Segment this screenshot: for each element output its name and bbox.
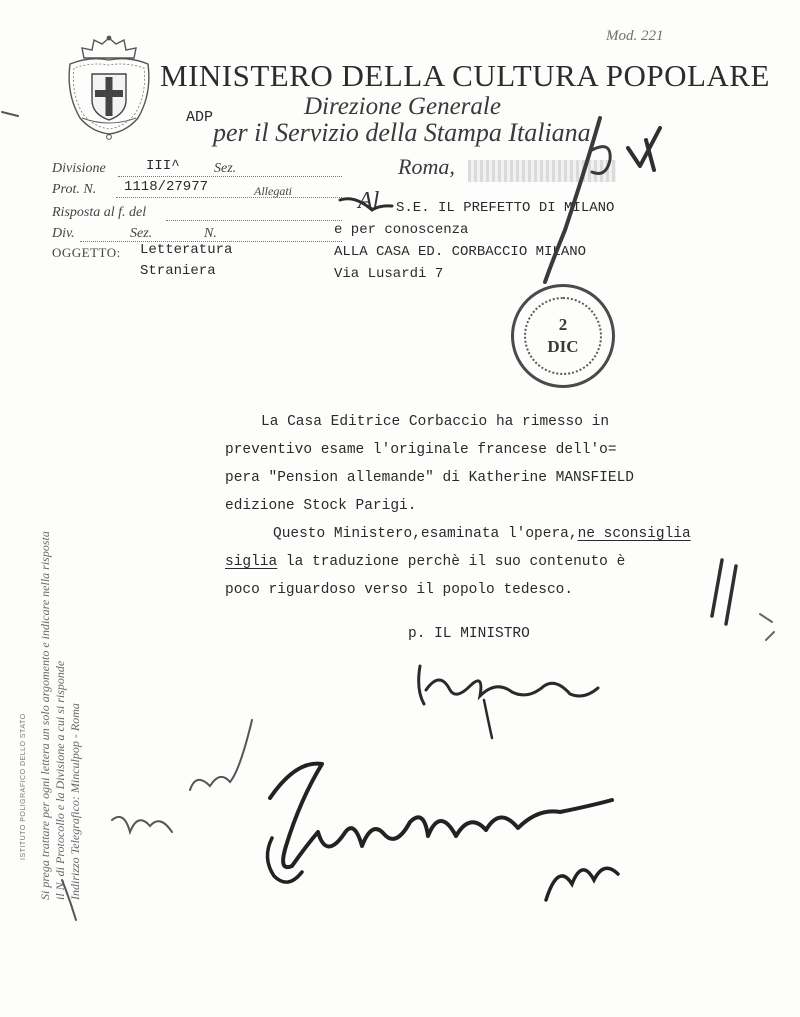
section-label: Sez. [214, 161, 237, 176]
recipient-scribble [340, 199, 392, 210]
body-line-6-underlined: siglia [225, 554, 278, 570]
body-line-6-end: la traduzione perchè il suo contenuto è [277, 554, 626, 570]
closing-scribble [546, 868, 618, 900]
margin-note-line-1: Si prega trattare per ogni lettera un solo argomento e indicare nella risposta [38, 531, 52, 900]
reply-label: Risposta al f. del [52, 205, 147, 220]
margin-double-stroke [712, 560, 736, 624]
protocol-label: Prot. N. [52, 182, 97, 197]
signature-initials [419, 666, 598, 704]
div-label: Div. [52, 226, 75, 241]
margin-note-line-2: il N. di Protocollo e la Divisione a cui si risponde [53, 660, 67, 900]
body-line-3: pera "Pension allemande" di Katherine MANSFIELD [225, 470, 634, 486]
num-label: N. [204, 226, 217, 241]
body-line-5-start: Questo Ministero,esaminata l'opera, [273, 526, 578, 542]
division-label: Divisione [52, 161, 106, 176]
signature-tail [484, 700, 492, 738]
signature-large [270, 764, 612, 868]
subject-line-1: Letteratura [140, 242, 233, 258]
edge-tick-marks [760, 614, 774, 640]
subject-label: OGGETTO: [52, 245, 121, 260]
body-line-7: poco riguardoso verso il popolo tedesco. [225, 582, 574, 598]
ministry-title: MINISTERO DELLA CULTURA POPOLARE [160, 58, 770, 93]
body-line-2: preventivo esame l'originale francese dell'o= [225, 442, 617, 458]
directorate-title: Direzione Generale [304, 93, 501, 120]
adp-mark: ADP [186, 109, 214, 126]
stamp-day: 2 [558, 315, 568, 334]
protocol-value: 1118/27977 [124, 179, 209, 195]
body-line-4: edizione Stock Parigi. [225, 498, 417, 514]
left-margin-tick [2, 112, 18, 116]
recipient-line-4: Via Lusardi 7 [334, 266, 444, 282]
recipient-line-2: e per conoscenza [334, 222, 469, 238]
subject-line-2: Straniera [140, 263, 216, 279]
service-title: per il Servizio della Stampa Italiana [213, 118, 591, 147]
recipient-line-3: ALLA CASA ED. CORBACCIO MILANO [334, 244, 587, 260]
check-mark [628, 128, 660, 170]
division-value: III^ [146, 158, 180, 174]
pencil-loop-mark [592, 147, 610, 174]
signature-label: p. IL MINISTRO [408, 626, 530, 642]
stamp-month: DIC [547, 337, 579, 356]
pencil-note-left [62, 720, 252, 920]
attachments-label: Allegati [254, 184, 292, 198]
printer-imprint-text: ISTITUTO POLIGRAFICO DELLO STATO [20, 713, 27, 860]
form-code: Mod. 221 [606, 28, 664, 44]
recipient-prefix: Al [358, 188, 380, 214]
body-line-5-underlined: ne sconsiglia [577, 526, 691, 542]
pencil-slash-mark [545, 118, 600, 282]
place-roma: Roma, [398, 154, 455, 179]
sez-label: Sez. [130, 226, 153, 241]
recipient-line-1: S.E. IL PREFETTO DI MILANO [396, 200, 615, 216]
margin-note-line-3: Indirizzo Telegrafico: Minculpop - Roma [68, 703, 82, 900]
body-line-1: La Casa Editrice Corbaccio ha rimesso in [261, 414, 610, 430]
